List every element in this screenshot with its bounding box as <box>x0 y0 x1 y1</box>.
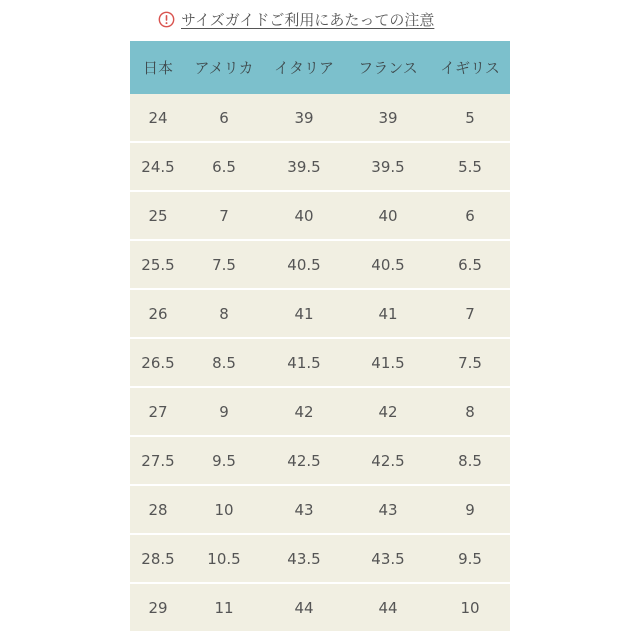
cell-japan: 24 <box>130 94 186 142</box>
cell-italy: 40.5 <box>262 240 346 289</box>
shoe-size-conversion-table <box>130 41 510 633</box>
cell-italy: 42.5 <box>262 436 346 485</box>
cell-japan: 27 <box>130 387 186 436</box>
table-row <box>130 583 510 632</box>
cell-uk: 5.5 <box>430 142 510 191</box>
cell-uk: 6 <box>430 191 510 240</box>
column-header-france: フランス <box>346 41 430 94</box>
cell-france: 41 <box>346 289 430 338</box>
table-row <box>130 436 510 485</box>
cell-usa: 9 <box>186 387 262 436</box>
column-header-uk: イギリス <box>430 41 510 94</box>
size-guide-notice-link[interactable]: サイズガイドご利用にあたっての注意 <box>181 10 435 29</box>
column-header-usa: アメリカ <box>186 41 262 94</box>
cell-uk: 5 <box>430 94 510 142</box>
table-row <box>130 289 510 338</box>
cell-usa: 10 <box>186 485 262 534</box>
cell-france: 39.5 <box>346 142 430 191</box>
cell-usa: 7 <box>186 191 262 240</box>
table-body <box>130 94 510 632</box>
table-row <box>130 387 510 436</box>
cell-italy: 41.5 <box>262 338 346 387</box>
cell-japan: 25 <box>130 191 186 240</box>
cell-usa: 10.5 <box>186 534 262 583</box>
table-row <box>130 338 510 387</box>
cell-uk: 6.5 <box>430 240 510 289</box>
cell-italy: 41 <box>262 289 346 338</box>
cell-france: 43.5 <box>346 534 430 583</box>
cell-italy: 39.5 <box>262 142 346 191</box>
exclamation-circle-icon <box>158 11 175 28</box>
cell-japan: 26.5 <box>130 338 186 387</box>
cell-italy: 43 <box>262 485 346 534</box>
table-row <box>130 534 510 583</box>
cell-france: 43 <box>346 485 430 534</box>
cell-france: 39 <box>346 94 430 142</box>
column-header-japan: 日本 <box>130 41 186 94</box>
table-row <box>130 485 510 534</box>
cell-japan: 26 <box>130 289 186 338</box>
table-row <box>130 240 510 289</box>
cell-uk: 9.5 <box>430 534 510 583</box>
cell-japan: 28 <box>130 485 186 534</box>
header-row <box>130 41 510 94</box>
cell-italy: 39 <box>262 94 346 142</box>
cell-usa: 11 <box>186 583 262 632</box>
cell-france: 40 <box>346 191 430 240</box>
cell-italy: 43.5 <box>262 534 346 583</box>
cell-italy: 40 <box>262 191 346 240</box>
cell-uk: 9 <box>430 485 510 534</box>
cell-italy: 42 <box>262 387 346 436</box>
table-row <box>130 94 510 142</box>
cell-italy: 44 <box>262 583 346 632</box>
table-row <box>130 191 510 240</box>
cell-uk: 7.5 <box>430 338 510 387</box>
cell-japan: 29 <box>130 583 186 632</box>
cell-japan: 28.5 <box>130 534 186 583</box>
table-header <box>130 41 510 94</box>
cell-uk: 7 <box>430 289 510 338</box>
cell-uk: 8 <box>430 387 510 436</box>
cell-france: 44 <box>346 583 430 632</box>
cell-uk: 10 <box>430 583 510 632</box>
cell-japan: 24.5 <box>130 142 186 191</box>
cell-usa: 6 <box>186 94 262 142</box>
cell-usa: 7.5 <box>186 240 262 289</box>
cell-uk: 8.5 <box>430 436 510 485</box>
cell-japan: 27.5 <box>130 436 186 485</box>
cell-france: 40.5 <box>346 240 430 289</box>
cell-usa: 6.5 <box>186 142 262 191</box>
cell-france: 42 <box>346 387 430 436</box>
cell-usa: 8 <box>186 289 262 338</box>
cell-usa: 8.5 <box>186 338 262 387</box>
cell-france: 42.5 <box>346 436 430 485</box>
cell-france: 41.5 <box>346 338 430 387</box>
table-row <box>130 142 510 191</box>
column-header-italy: イタリア <box>262 41 346 94</box>
cell-usa: 9.5 <box>186 436 262 485</box>
size-guide-notice[interactable] <box>158 8 434 30</box>
cell-japan: 25.5 <box>130 240 186 289</box>
